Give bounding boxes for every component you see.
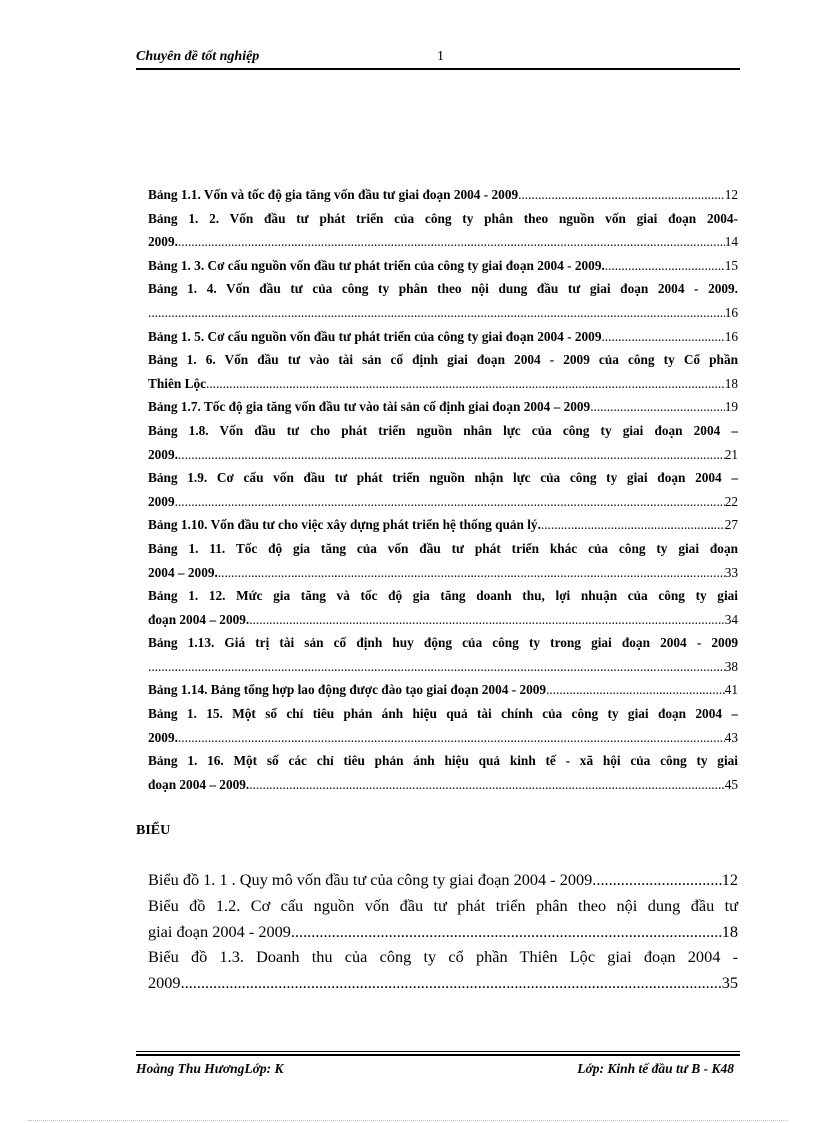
toc-entry[interactable] [148,631,738,678]
entry-text: Bảng 1.13. Giá trị tài sản cố định huy động của công ty trong giai đoạn 2004 - 2009 [148,635,738,651]
toc-line [148,655,738,679]
entry-text: Thiên Lộc [148,375,206,391]
toc-line [148,970,738,996]
toc-entry[interactable] [148,183,738,207]
dot-leader [148,655,725,679]
header-title: Chuyên đề tốt nghiệp [136,49,260,64]
toc-line [148,443,738,467]
dot-leader [249,773,724,797]
entry-text: Biểu đồ 1.3. Doanh thu của công ty cổ phần Thiên Lộc giai đoạn 2004 - [148,947,738,967]
dot-leader [148,301,725,325]
footer-author: Hoàng Thu HươngLớp: K [136,1061,284,1076]
entry-text: giai đoạn 2004 - 2009 [148,921,291,941]
dot-leader [218,561,725,585]
entry-text: Bảng 1. 11. Tốc độ gia tăng của vốn đầu tư phát triển khác của công ty giai đoạn [148,540,738,556]
chart-entry[interactable] [148,893,738,945]
entry-text: Bảng 1. 4. Vốn đầu tư của công ty phân theo nội dung đầu tư giai đoạn 2004 - 2009. [148,281,738,297]
page-number: 1 [437,49,444,64]
dot-leader [605,254,725,278]
entry-text: 2009 [148,973,181,993]
dot-leader [291,919,722,945]
toc-line [148,301,738,325]
entry-page-number: 12 [724,187,738,202]
entry-page-number: 12 [721,870,738,889]
toc-entry[interactable] [148,325,738,349]
toc-line [148,183,738,207]
dot-leader [546,678,725,702]
entry-page-number: 33 [724,564,738,580]
toc-line [148,561,738,585]
entry-page-number: 16 [724,304,738,320]
toc-entry[interactable] [148,749,738,796]
dot-leader [178,443,725,467]
entry-page-number: 16 [724,328,738,344]
toc-line [148,678,738,702]
entry-text: 2009 [148,493,175,509]
table-of-tables [148,183,738,796]
toc-line [148,325,738,349]
dot-leader [601,325,724,349]
footer-class: Lớp: Kinh tế đầu tư B - K48 [577,1061,734,1076]
entry-text: Bảng 1. 2. Vốn đầu tư phát triển của công ty phân theo nguồn vốn giai đoạn 2004- [148,210,738,226]
toc-entry[interactable] [148,348,738,395]
dot-leader [518,183,725,207]
entry-text: Bảng 1. 15. Một số chỉ tiêu phản ánh hiệu quả tài chính của công ty giai đoạn 2004 – [148,706,738,722]
toc-entry[interactable] [148,466,738,513]
toc-line [148,372,738,396]
entry-page-number: 15 [724,257,738,273]
entry-page-number: 14 [724,234,738,250]
entry-text: Bảng 1.8. Vốn đầu tư cho phát triển nguồn nhân lực của công ty giai đoạn 2004 – [148,422,738,438]
table-of-charts [148,867,738,996]
entry-page-number: 27 [724,517,738,533]
entry-page-number: 18 [724,375,738,391]
entry-text: Bảng 1. 12. Mức gia tăng và tốc độ gia tăng doanh thu, lợi nhuận của công ty giai [148,588,738,604]
entry-page-number: 41 [724,682,738,698]
entry-text: Biểu đồ 1.2. Cơ cấu nguồn vốn đầu tư phát triển phân theo nội dung đầu tư [148,895,738,915]
entry-page-number: 18 [721,921,738,941]
dot-leader [590,395,725,419]
entry-text: Bảng 1.10. Vốn đầu tư cho việc xây dựng phát triển hệ thống quản lý. [148,517,541,533]
chart-entry[interactable] [148,944,738,996]
toc-line [148,608,738,632]
entry-text: 2009. [148,234,178,250]
section-title: BIỂU [136,823,171,838]
toc-entry[interactable] [148,395,738,419]
entry-page-number: 34 [724,611,738,627]
toc-line [148,773,738,797]
toc-entry[interactable] [148,277,738,324]
dot-leader [181,970,722,996]
entry-text: Bảng 1. 5. Cơ cấu nguồn vốn đầu tư phát triển của công ty giai đoạn 2004 - 2009 [148,328,602,344]
toc-line [148,490,738,514]
entry-page-number: 38 [724,658,738,674]
toc-line [148,395,738,419]
toc-line [148,254,738,278]
toc-line [148,726,738,750]
entry-text: Bảng 1. 3. Cơ cấu nguồn vốn đầu tư phát triển của công ty giai đoạn 2004 - 2009. [148,257,605,273]
entry-text: Bảng 1.9. Cơ cấu vốn đầu tư phát triển nguồn nhận lực của công ty giai đoạn 2004 – [148,470,738,486]
entry-text: Bảng 1. 6. Vốn đầu tư vào tài sản cố định giai đoạn 2004 - 2009 của công ty Cổ phần [148,352,738,368]
entry-page-number: 43 [724,729,738,745]
toc-line [148,867,738,893]
entry-text: Biểu đồ 1. 1 . Quy mô vốn đầu tư của công ty giai đoạn 2004 - 2009 [148,870,593,889]
dot-leader [178,230,725,254]
toc-line [148,919,738,945]
toc-entry[interactable] [148,537,738,584]
toc-line [148,230,738,254]
entry-text: Bảng 1.14. Bảng tổng hợp lao động được đào tạo giai đoạn 2004 - 2009 [148,682,547,698]
toc-entry[interactable] [148,419,738,466]
entry-page-number: 45 [724,776,738,792]
toc-entry[interactable] [148,702,738,749]
entry-text: đoạn 2004 – 2009. [148,776,250,792]
entry-text: Bảng 1.1. Vốn và tốc độ gia tăng vốn đầu tư giai đoạn 2004 - 2009 [148,187,519,202]
page-footer [136,1051,740,1076]
toc-line [148,513,738,537]
dot-leader [178,726,725,750]
toc-entry[interactable] [148,584,738,631]
toc-entry[interactable] [148,254,738,278]
chart-entry[interactable] [148,867,738,893]
dot-leader [175,490,725,514]
toc-entry[interactable] [148,207,738,254]
entry-page-number: 21 [724,446,738,462]
entry-page-number: 19 [724,399,738,415]
toc-entry[interactable] [148,513,738,537]
toc-entry[interactable] [148,678,738,702]
entry-text: Bảng 1. 16. Một số các chỉ tiêu phản ánh hiệu quả kinh tế - xã hội của công ty giai [148,753,738,769]
entry-page-number: 35 [721,973,738,993]
dot-leader [541,513,725,537]
entry-text: 2004 – 2009. [148,564,218,580]
footer-rule [136,1051,740,1052]
entry-text: 2009. [148,446,178,462]
entry-text: đoạn 2004 – 2009. [148,611,250,627]
entry-text: Bảng 1.7. Tốc độ gia tăng vốn đầu tư vào tài sản cố định giai đoạn 2004 – 2009 [148,399,591,415]
entry-text: 2009. [148,729,178,745]
footer-rule-thick [136,1054,740,1056]
dot-leader [592,867,721,893]
page-header [136,48,740,70]
dot-leader [206,372,725,396]
page-bottom-border [28,1120,788,1121]
entry-page-number: 22 [724,493,738,509]
dot-leader [249,608,724,632]
